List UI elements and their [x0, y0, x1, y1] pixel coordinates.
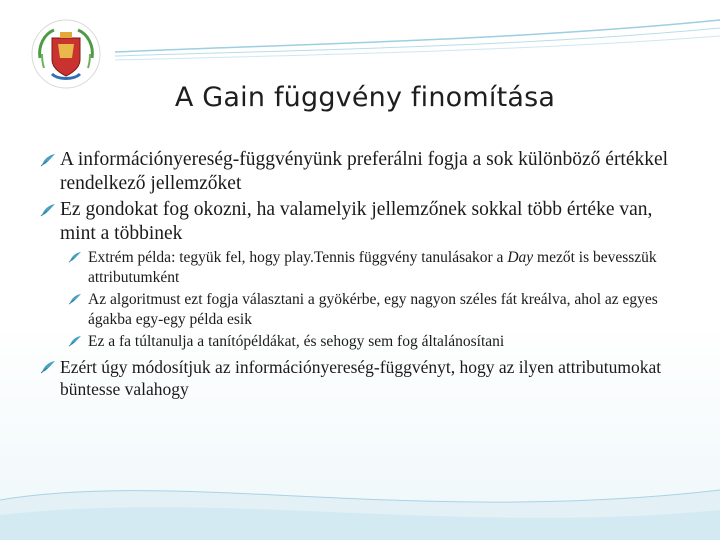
sub-bullet-text-before: Extrém példa: tegyük fel, hogy play.Tennis függvény tanulásakor a	[88, 249, 508, 266]
sub-bullet-item	[40, 332, 690, 352]
bullet-item	[40, 198, 690, 246]
decorative-bottom-wave	[0, 430, 720, 540]
decorative-top-lines	[0, 0, 720, 80]
sub-bullet-text: Az algoritmust ezt fogja választani a gyökérbe, egy nagyon széles fát kreálva, ahol az egyes ágakba egy-egy példa esik	[88, 291, 658, 328]
sub-bullet-item	[40, 290, 690, 330]
bullet-text: Ez gondokat fog okozni, ha valamelyik jellemzőnek sokkal több értéke van, mint a többinek	[60, 199, 653, 244]
feather-bullet-icon	[40, 153, 56, 167]
slide-content	[40, 148, 690, 402]
bullet-text: A információnyereség-függvényünk preferálni fogja a sok különböző értékkel rendelkező jellemzőket	[60, 149, 669, 194]
feather-bullet-icon	[68, 335, 82, 347]
sub-bullet-text-after: mezőt is bevesszük attributumként	[88, 249, 657, 286]
feather-bullet-icon	[40, 203, 56, 217]
university-crest-logo	[30, 18, 102, 90]
sub-bullet-text: Ez a fa túltanulja a tanítópéldákat, és sehogy sem fog általánosítani	[88, 333, 505, 350]
feather-bullet-icon	[40, 360, 56, 374]
feather-bullet-icon	[68, 251, 82, 263]
sub-bullet-item	[40, 248, 690, 288]
feather-bullet-icon	[68, 293, 82, 305]
sub-bullet-text-italic: Day	[507, 249, 534, 266]
bullet-text: Ezért úgy módosítjuk az információnyereség-függvényt, hogy az ilyen attributumokat büntesse valahogy	[60, 357, 662, 399]
bullet-item	[40, 148, 690, 196]
bullet-item	[40, 356, 690, 400]
slide-title: A Gain függvény finomítása	[174, 82, 556, 113]
